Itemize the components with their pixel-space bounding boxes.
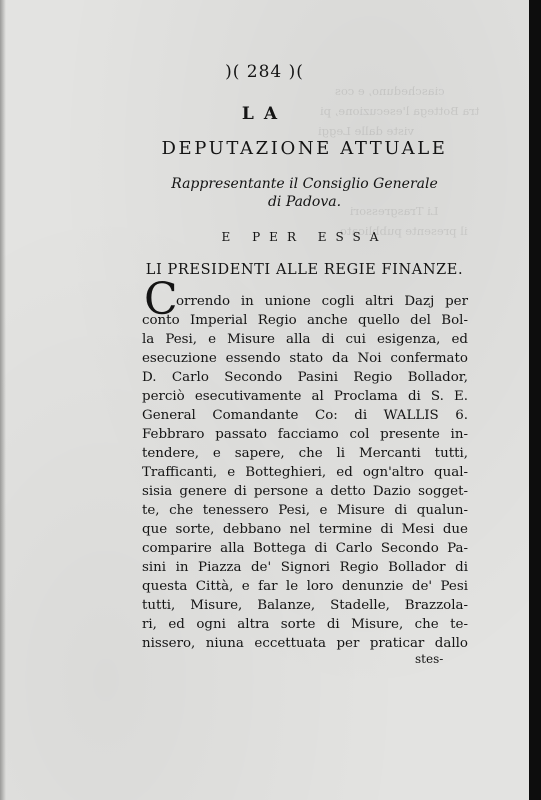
body-line: te, che tenessero Pesi, e Misure di qualun- xyxy=(142,503,468,518)
subtitle-line-1: Rappresentante il Consiglio Generale xyxy=(171,176,438,192)
body-line: General Comandante Co: di WALLIS 6. xyxy=(142,408,468,423)
body-line: Trafficanti, e Botteghieri, ed ogn'altro qual- xyxy=(142,465,468,480)
body-line: tutti, Misure, Balanze, Stadelle, Brazzola- xyxy=(142,598,468,613)
presidenti-line: LI PRESIDENTI ALLE REGIE FINANZE. xyxy=(145,262,464,278)
per-essa-line: E PER ESSA xyxy=(221,230,388,244)
body-line: comparire alla Bottega di Carlo Secondo Pa- xyxy=(142,541,468,556)
body-line: sisia genere di persone a detto Dazio sogget- xyxy=(142,484,468,499)
body-line: Febbraro passato facciamo col presente in- xyxy=(142,427,468,442)
catchword: stes- xyxy=(415,652,444,666)
heading-la: LA xyxy=(241,104,288,124)
body-line: D. Carlo Secondo Pasini Regio Bollador, xyxy=(142,370,468,385)
body-line: conto Imperial Regio anche quello del Bol- xyxy=(142,313,468,328)
page-number: )( 284 )( xyxy=(225,62,304,82)
body-line: esecuzione essendo stato da Noi confermato xyxy=(142,351,468,366)
body-line: perciò esecutivamente al Proclama di S. E. xyxy=(142,389,468,404)
body-line: tendere, e sapere, che li Mercanti tutti, xyxy=(142,446,468,461)
heading-title: DEPUTAZIONE ATTUALE xyxy=(161,138,448,159)
show-through-text: ciascheduno, e cos xyxy=(335,84,445,98)
body-line: que sorte, debbano nel termine di Mesi due xyxy=(142,522,468,537)
body-line: nissero, niuna eccettuata per praticar dallo xyxy=(142,636,468,651)
scan-background xyxy=(529,0,541,800)
show-through-text: il presente pubblicato xyxy=(340,224,468,238)
body-line: questa Città, e far le loro denunzie de' Pesi xyxy=(142,579,468,594)
body-line: ri, ed ogni altra sorte di Misure, che te- xyxy=(142,617,468,632)
show-through-text: viste dalle Leggi xyxy=(318,124,415,138)
subtitle-line-2: di Padova. xyxy=(267,194,342,210)
body-line: sini in Piazza de' Signori Regio Bollador di xyxy=(142,560,468,575)
show-through-text: Li Trasgressori xyxy=(350,204,439,218)
show-through-text: tra Bottega l'esecuzione, pi xyxy=(320,104,480,118)
body-line: la Pesi, e Misure alla di cui esigenza, ed xyxy=(142,332,468,347)
body-line: orrendo in unione cogli altri Dazj per xyxy=(176,294,468,309)
drop-cap: C xyxy=(144,274,178,325)
